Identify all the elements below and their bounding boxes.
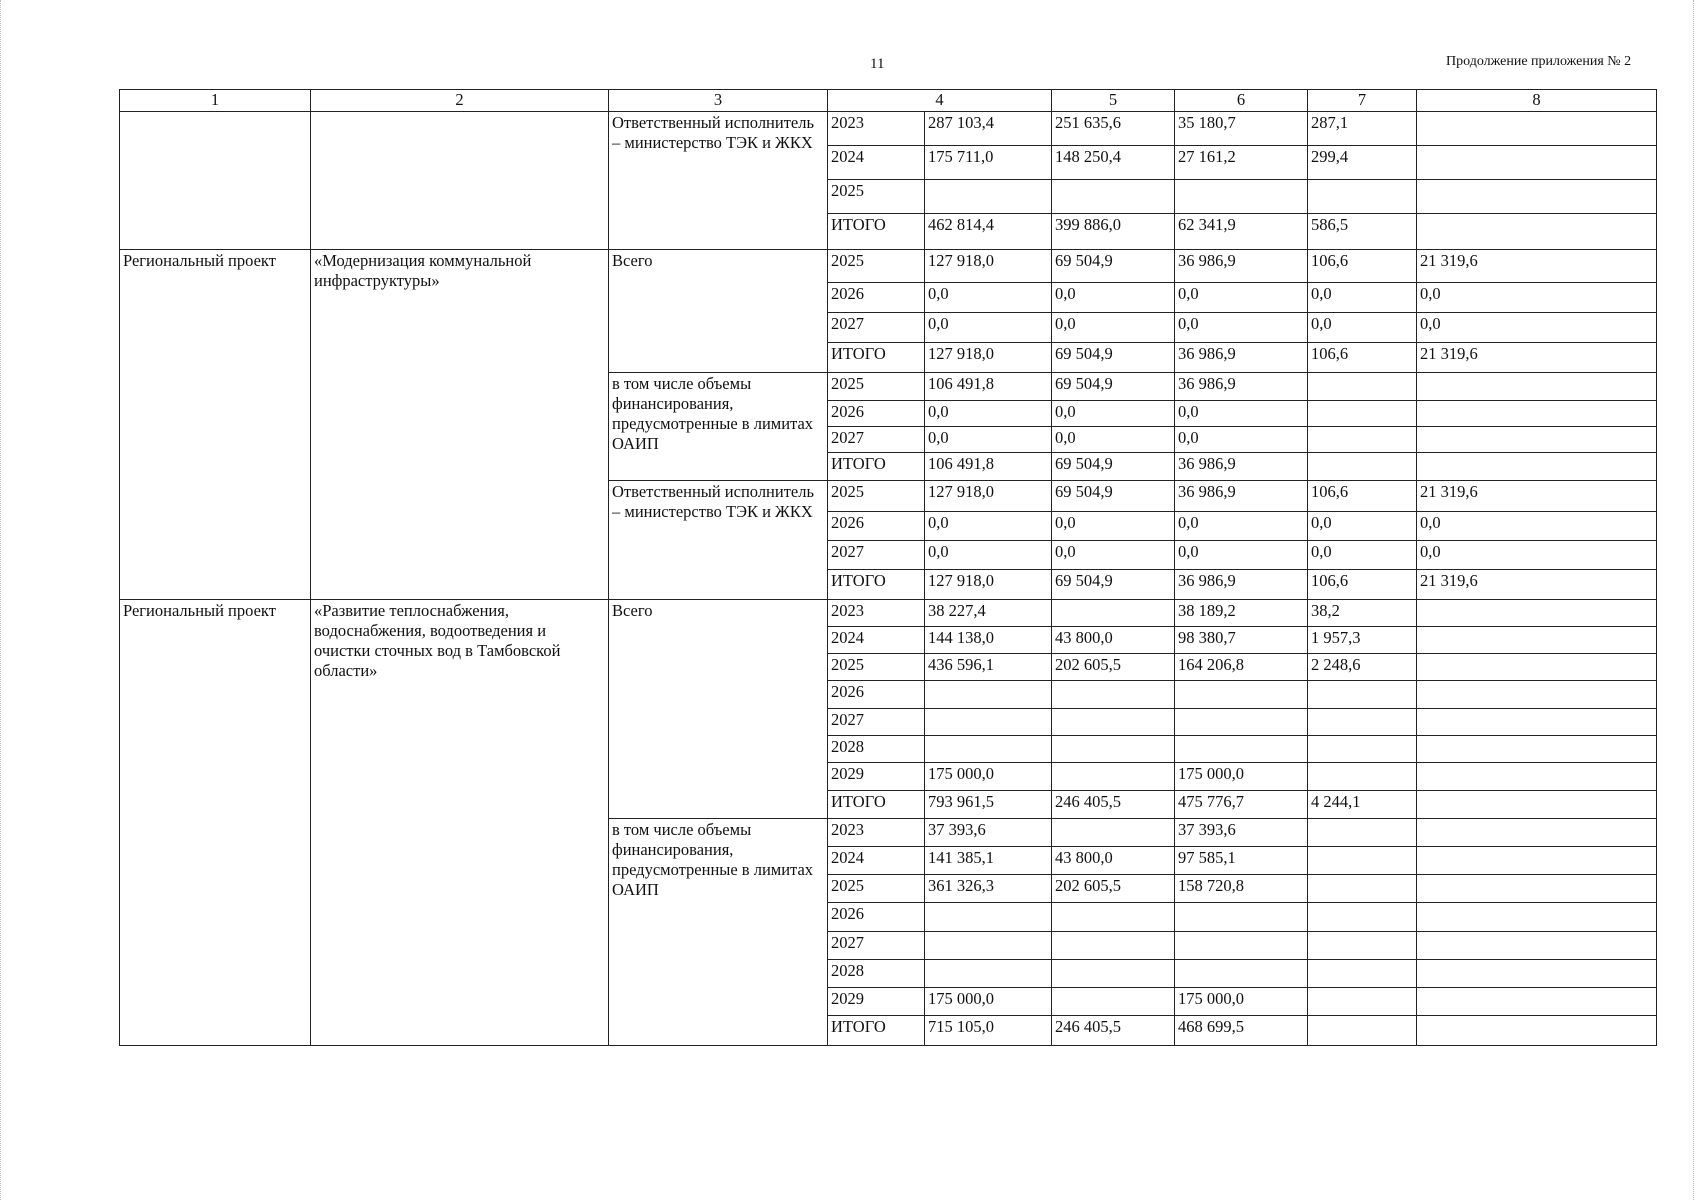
amount-col7-cell (1308, 988, 1417, 1016)
total-amount-cell (925, 681, 1052, 709)
total-amount-cell: 436 596,1 (925, 654, 1052, 681)
year-cell: 2023 (828, 112, 925, 146)
amount-col5-cell: 0,0 (1052, 401, 1175, 427)
total-amount-cell (925, 903, 1052, 932)
amount-col5-cell: 69 504,9 (1052, 570, 1175, 600)
funding-category-cell: Ответственный исполнитель – министерство ТЭК и ЖКХ (609, 112, 828, 250)
amount-col6-cell: 175 000,0 (1175, 988, 1308, 1016)
amount-col5-cell (1052, 960, 1175, 988)
year-cell: 2026 (828, 903, 925, 932)
amount-col6-cell: 0,0 (1175, 313, 1308, 343)
year-cell: ИТОГО (828, 453, 925, 481)
amount-col8-cell (1417, 427, 1657, 453)
year-cell: ИТОГО (828, 791, 925, 819)
amount-col8-cell (1417, 709, 1657, 736)
column-header: 1 (120, 90, 311, 112)
total-amount-cell (925, 960, 1052, 988)
amount-col8-cell (1417, 791, 1657, 819)
year-cell: 2027 (828, 709, 925, 736)
year-cell: 2029 (828, 988, 925, 1016)
financing-table (119, 89, 1657, 1046)
amount-col5-cell (1052, 932, 1175, 960)
amount-col7-cell: 2 248,6 (1308, 654, 1417, 681)
total-amount-cell: 793 961,5 (925, 791, 1052, 819)
amount-col8-cell (1417, 763, 1657, 791)
year-cell: ИТОГО (828, 343, 925, 373)
amount-col7-cell (1308, 736, 1417, 763)
year-cell: ИТОГО (828, 1016, 925, 1046)
amount-col5-cell: 0,0 (1052, 541, 1175, 570)
total-amount-cell: 175 000,0 (925, 988, 1052, 1016)
amount-col7-cell (1308, 709, 1417, 736)
column-header: 5 (1052, 90, 1175, 112)
amount-col6-cell: 468 699,5 (1175, 1016, 1308, 1046)
amount-col7-cell: 4 244,1 (1308, 791, 1417, 819)
total-amount-cell: 127 918,0 (925, 343, 1052, 373)
year-cell: ИТОГО (828, 214, 925, 250)
total-amount-cell: 106 491,8 (925, 453, 1052, 481)
column-header: 6 (1175, 90, 1308, 112)
amount-col8-cell (1417, 112, 1657, 146)
amount-col5-cell (1052, 709, 1175, 736)
year-cell: 2026 (828, 401, 925, 427)
year-cell: ИТОГО (828, 570, 925, 600)
amount-col7-cell (1308, 932, 1417, 960)
amount-col8-cell (1417, 960, 1657, 988)
amount-col6-cell: 158 720,8 (1175, 875, 1308, 903)
project-name-cell: «Развитие теплоснабжения, водоснабжения, водоотведения и очистки сточных вод в Тамбовской области» (311, 600, 609, 1046)
column-header: 7 (1308, 90, 1417, 112)
year-cell: 2023 (828, 819, 925, 847)
amount-col5-cell: 0,0 (1052, 313, 1175, 343)
project-name-cell (311, 112, 609, 250)
total-amount-cell: 462 814,4 (925, 214, 1052, 250)
year-cell: 2024 (828, 627, 925, 654)
appendix-note: Продолжение приложения № 2 (1446, 54, 1632, 69)
amount-col7-cell: 38,2 (1308, 600, 1417, 627)
amount-col6-cell: 36 986,9 (1175, 373, 1308, 401)
total-amount-cell: 38 227,4 (925, 600, 1052, 627)
amount-col7-cell: 0,0 (1308, 541, 1417, 570)
year-cell: 2024 (828, 146, 925, 180)
amount-col8-cell: 21 319,6 (1417, 250, 1657, 283)
funding-category-cell: Ответственный исполнитель – министерство ТЭК и ЖКХ (609, 481, 828, 600)
section-type-cell: Региональный проект (120, 250, 311, 600)
amount-col7-cell (1308, 960, 1417, 988)
scan-edge-left (0, 0, 2, 1200)
scan-edge-right (1693, 0, 1695, 1200)
total-amount-cell: 175 000,0 (925, 763, 1052, 791)
project-name-cell: «Модернизация коммунальной инфраструктуры» (311, 250, 609, 600)
year-cell: 2025 (828, 180, 925, 214)
year-cell: 2025 (828, 654, 925, 681)
year-cell: 2027 (828, 427, 925, 453)
amount-col8-cell (1417, 373, 1657, 401)
amount-col7-cell (1308, 819, 1417, 847)
year-cell: 2024 (828, 847, 925, 875)
amount-col8-cell (1417, 932, 1657, 960)
amount-col6-cell (1175, 932, 1308, 960)
amount-col5-cell: 43 800,0 (1052, 627, 1175, 654)
amount-col5-cell (1052, 736, 1175, 763)
table-row (120, 112, 1657, 146)
amount-col6-cell (1175, 681, 1308, 709)
total-amount-cell: 127 918,0 (925, 481, 1052, 512)
amount-col7-cell (1308, 1016, 1417, 1046)
year-cell: 2028 (828, 960, 925, 988)
amount-col8-cell (1417, 847, 1657, 875)
year-cell: 2027 (828, 313, 925, 343)
amount-col8-cell (1417, 453, 1657, 481)
table-row (120, 250, 1657, 283)
amount-col7-cell: 299,4 (1308, 146, 1417, 180)
amount-col8-cell (1417, 903, 1657, 932)
total-amount-cell: 175 711,0 (925, 146, 1052, 180)
amount-col6-cell: 36 986,9 (1175, 481, 1308, 512)
amount-col7-cell: 106,6 (1308, 250, 1417, 283)
year-cell: 2025 (828, 875, 925, 903)
amount-col7-cell: 0,0 (1308, 512, 1417, 541)
amount-col5-cell (1052, 988, 1175, 1016)
year-cell: 2026 (828, 283, 925, 313)
amount-col7-cell (1308, 401, 1417, 427)
year-cell: 2029 (828, 763, 925, 791)
amount-col8-cell (1417, 627, 1657, 654)
table-body (120, 90, 1657, 1046)
column-number-row (120, 90, 1657, 112)
amount-col5-cell: 69 504,9 (1052, 453, 1175, 481)
total-amount-cell: 0,0 (925, 401, 1052, 427)
amount-col7-cell (1308, 373, 1417, 401)
amount-col8-cell (1417, 988, 1657, 1016)
total-amount-cell: 127 918,0 (925, 250, 1052, 283)
column-header: 3 (609, 90, 828, 112)
amount-col7-cell (1308, 681, 1417, 709)
amount-col8-cell (1417, 736, 1657, 763)
amount-col8-cell (1417, 146, 1657, 180)
section-type-cell: Региональный проект (120, 600, 311, 1046)
total-amount-cell: 106 491,8 (925, 373, 1052, 401)
funding-category-cell: Всего (609, 250, 828, 373)
amount-col5-cell: 251 635,6 (1052, 112, 1175, 146)
year-cell: 2023 (828, 600, 925, 627)
amount-col7-cell: 1 957,3 (1308, 627, 1417, 654)
amount-col8-cell (1417, 681, 1657, 709)
amount-col5-cell: 0,0 (1052, 512, 1175, 541)
amount-col7-cell (1308, 763, 1417, 791)
total-amount-cell: 127 918,0 (925, 570, 1052, 600)
amount-col5-cell: 148 250,4 (1052, 146, 1175, 180)
page-number: 11 (870, 56, 885, 72)
section-type-cell (120, 112, 311, 250)
amount-col6-cell: 62 341,9 (1175, 214, 1308, 250)
amount-col8-cell (1417, 180, 1657, 214)
amount-col6-cell: 475 776,7 (1175, 791, 1308, 819)
amount-col6-cell (1175, 736, 1308, 763)
amount-col7-cell: 106,6 (1308, 481, 1417, 512)
total-amount-cell: 715 105,0 (925, 1016, 1052, 1046)
column-header: 2 (311, 90, 609, 112)
amount-col8-cell (1417, 401, 1657, 427)
amount-col5-cell: 69 504,9 (1052, 343, 1175, 373)
total-amount-cell: 0,0 (925, 313, 1052, 343)
amount-col6-cell: 98 380,7 (1175, 627, 1308, 654)
amount-col7-cell (1308, 875, 1417, 903)
total-amount-cell: 361 326,3 (925, 875, 1052, 903)
amount-col5-cell (1052, 903, 1175, 932)
amount-col5-cell: 69 504,9 (1052, 250, 1175, 283)
amount-col6-cell (1175, 903, 1308, 932)
amount-col5-cell: 0,0 (1052, 283, 1175, 313)
year-cell: 2026 (828, 681, 925, 709)
total-amount-cell: 287 103,4 (925, 112, 1052, 146)
amount-col5-cell: 246 405,5 (1052, 791, 1175, 819)
total-amount-cell (925, 180, 1052, 214)
amount-col7-cell (1308, 847, 1417, 875)
amount-col6-cell: 36 986,9 (1175, 453, 1308, 481)
amount-col8-cell: 0,0 (1417, 541, 1657, 570)
amount-col8-cell (1417, 1016, 1657, 1046)
amount-col5-cell: 0,0 (1052, 427, 1175, 453)
amount-col6-cell: 0,0 (1175, 283, 1308, 313)
amount-col8-cell (1417, 600, 1657, 627)
amount-col6-cell: 36 986,9 (1175, 250, 1308, 283)
amount-col7-cell: 106,6 (1308, 570, 1417, 600)
amount-col8-cell: 21 319,6 (1417, 481, 1657, 512)
total-amount-cell: 0,0 (925, 427, 1052, 453)
amount-col7-cell (1308, 453, 1417, 481)
total-amount-cell: 0,0 (925, 512, 1052, 541)
amount-col5-cell (1052, 763, 1175, 791)
table-row (120, 600, 1657, 627)
amount-col7-cell (1308, 903, 1417, 932)
total-amount-cell (925, 709, 1052, 736)
funding-category-cell: Всего (609, 600, 828, 819)
amount-col6-cell: 27 161,2 (1175, 146, 1308, 180)
amount-col6-cell: 36 986,9 (1175, 570, 1308, 600)
amount-col6-cell: 0,0 (1175, 512, 1308, 541)
amount-col7-cell (1308, 427, 1417, 453)
amount-col6-cell: 0,0 (1175, 541, 1308, 570)
total-amount-cell: 37 393,6 (925, 819, 1052, 847)
amount-col6-cell: 164 206,8 (1175, 654, 1308, 681)
amount-col5-cell (1052, 180, 1175, 214)
amount-col5-cell: 69 504,9 (1052, 481, 1175, 512)
amount-col8-cell: 0,0 (1417, 313, 1657, 343)
amount-col6-cell (1175, 709, 1308, 736)
amount-col7-cell: 287,1 (1308, 112, 1417, 146)
amount-col6-cell: 0,0 (1175, 427, 1308, 453)
amount-col6-cell: 35 180,7 (1175, 112, 1308, 146)
column-header: 8 (1417, 90, 1657, 112)
year-cell: 2025 (828, 373, 925, 401)
amount-col5-cell: 69 504,9 (1052, 373, 1175, 401)
amount-col5-cell: 202 605,5 (1052, 875, 1175, 903)
amount-col7-cell: 0,0 (1308, 283, 1417, 313)
amount-col6-cell: 38 189,2 (1175, 600, 1308, 627)
amount-col6-cell (1175, 960, 1308, 988)
year-cell: 2025 (828, 481, 925, 512)
funding-category-cell: в том числе объемы финансирования, предусмотренные в лимитах ОАИП (609, 373, 828, 481)
amount-col6-cell: 0,0 (1175, 401, 1308, 427)
amount-col5-cell: 202 605,5 (1052, 654, 1175, 681)
year-cell: 2026 (828, 512, 925, 541)
amount-col6-cell: 175 000,0 (1175, 763, 1308, 791)
amount-col8-cell: 21 319,6 (1417, 570, 1657, 600)
total-amount-cell: 141 385,1 (925, 847, 1052, 875)
total-amount-cell: 0,0 (925, 541, 1052, 570)
funding-category-cell: в том числе объемы финансирования, предусмотренные в лимитах ОАИП (609, 819, 828, 1046)
amount-col7-cell: 586,5 (1308, 214, 1417, 250)
year-cell: 2027 (828, 541, 925, 570)
amount-col8-cell: 0,0 (1417, 512, 1657, 541)
amount-col8-cell (1417, 654, 1657, 681)
amount-col6-cell: 37 393,6 (1175, 819, 1308, 847)
year-cell: 2025 (828, 250, 925, 283)
amount-col5-cell (1052, 819, 1175, 847)
year-cell: 2027 (828, 932, 925, 960)
total-amount-cell (925, 932, 1052, 960)
total-amount-cell: 0,0 (925, 283, 1052, 313)
amount-col8-cell (1417, 875, 1657, 903)
amount-col7-cell: 106,6 (1308, 343, 1417, 373)
total-amount-cell: 144 138,0 (925, 627, 1052, 654)
amount-col5-cell (1052, 600, 1175, 627)
amount-col5-cell: 399 886,0 (1052, 214, 1175, 250)
amount-col8-cell (1417, 214, 1657, 250)
amount-col5-cell (1052, 681, 1175, 709)
amount-col8-cell (1417, 819, 1657, 847)
amount-col8-cell: 0,0 (1417, 283, 1657, 313)
total-amount-cell (925, 736, 1052, 763)
year-cell: 2028 (828, 736, 925, 763)
amount-col7-cell (1308, 180, 1417, 214)
amount-col6-cell: 97 585,1 (1175, 847, 1308, 875)
amount-col6-cell (1175, 180, 1308, 214)
amount-col8-cell: 21 319,6 (1417, 343, 1657, 373)
amount-col5-cell: 246 405,5 (1052, 1016, 1175, 1046)
amount-col6-cell: 36 986,9 (1175, 343, 1308, 373)
column-header: 4 (828, 90, 1052, 112)
amount-col7-cell: 0,0 (1308, 313, 1417, 343)
amount-col5-cell: 43 800,0 (1052, 847, 1175, 875)
